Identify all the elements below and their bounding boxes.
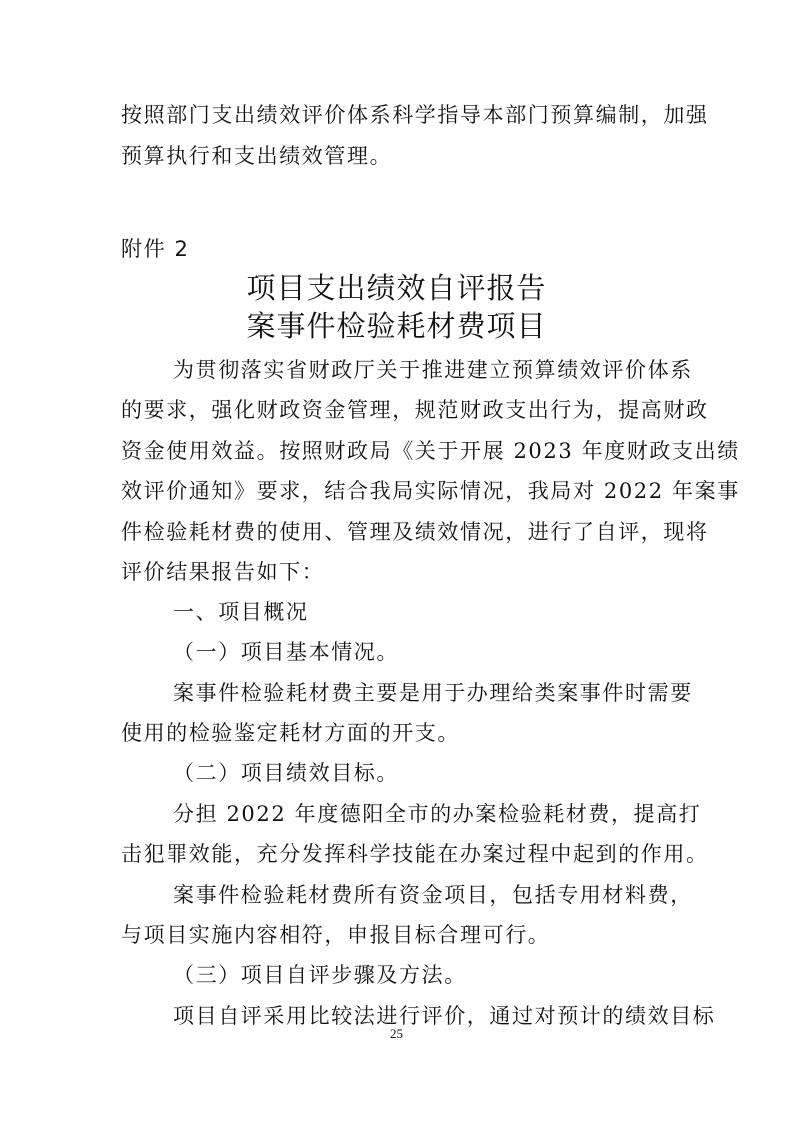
attachment-label: 附件 2 — [121, 237, 190, 261]
page-number: 25 — [390, 1026, 403, 1041]
body-line: 案事件检验耗材费主要是用于办理给类案事件时需要 — [173, 681, 693, 705]
report-title: 项目支出绩效自评报告 — [246, 271, 547, 305]
subsection-heading-goals: （二）项目绩效目标。 — [173, 761, 399, 785]
intro-line-1: 按照部门支出绩效评价体系科学指导本部门预算编制，加强 — [121, 103, 709, 127]
body-line: 使用的检验鉴定耗材方面的开支。 — [121, 721, 460, 745]
body-line: 案事件检验耗材费所有资金项目，包括专用材料费， — [173, 883, 693, 907]
section-heading-overview: 一、项目概况 — [173, 600, 309, 624]
body-line: 项目自评采用比较法进行评价，通过对预计的绩效目标 — [173, 1004, 716, 1028]
intro-line-2: 预算执行和支出绩效管理。 — [121, 144, 393, 168]
subsection-heading-basic: （一）项目基本情况。 — [173, 640, 399, 664]
body-line: 为贯彻落实省财政厅关于推进建立预算绩效评价体系 — [173, 358, 693, 382]
body-line: 件检验耗材费的使用、管理及绩效情况，进行了自评，现将 — [121, 520, 709, 544]
body-line: 分担 2022 年度德阳全市的办案检验耗材费，提高打 — [173, 802, 702, 826]
report-subtitle: 案事件检验耗材费项目 — [246, 309, 547, 343]
body-line: 评价结果报告如下： — [121, 560, 325, 584]
body-line: 效评价通知》要求，结合我局实际情况，我局对 2022 年案事 — [121, 479, 740, 503]
body-line: 击犯罪效能，充分发挥科学技能在办案过程中起到的作用。 — [121, 842, 709, 866]
body-line: 的要求，强化财政资金管理，规范财政支出行为，提高财政 — [121, 398, 709, 422]
body-line: 与项目实施内容相符，申报目标合理可行。 — [121, 923, 551, 947]
body-line: 资金使用效益。按照财政局《关于开展 2023 年度财政支出绩 — [121, 439, 740, 463]
subsection-heading-method: （三）项目自评步骤及方法。 — [173, 963, 467, 987]
